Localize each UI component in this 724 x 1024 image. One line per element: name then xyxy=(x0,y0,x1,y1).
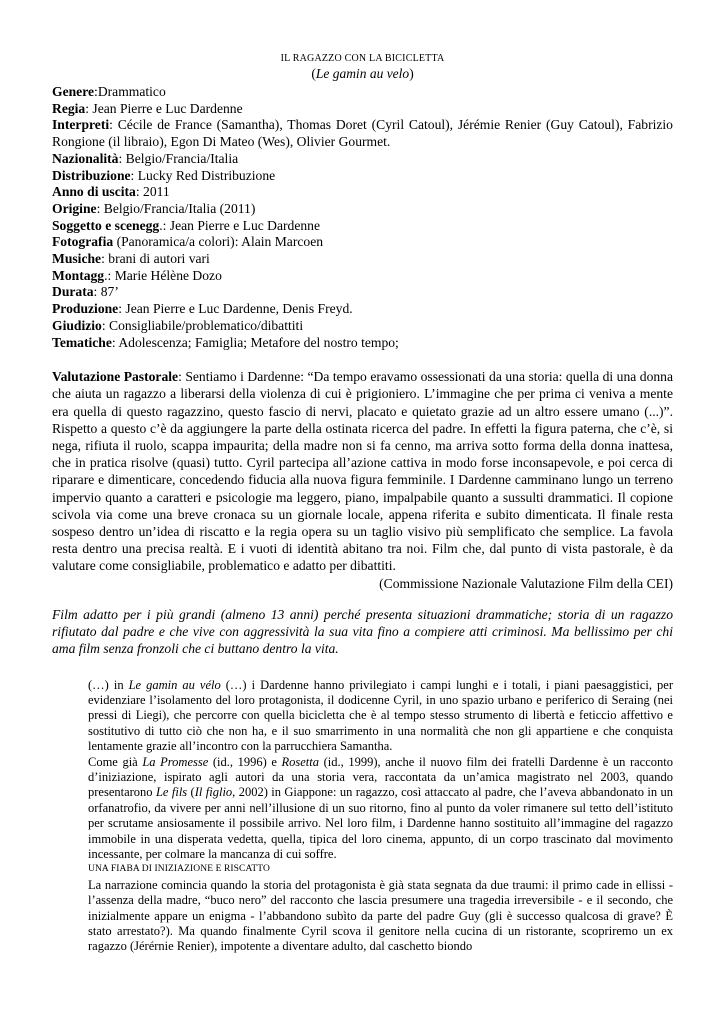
spec-row xyxy=(52,318,673,335)
audience-verdict: Film adatto per i più grandi (almeno 13 anni) perché presenta situazioni drammatiche; storia di un ragazzo rifiutato dal padre e che vive con aggressività la sua vita fino a compiere atti criminosi. Ma bellissimo per chi ama film senza fronzoli che ci buttano dentro la vita. xyxy=(52,606,673,657)
pastoral-source: (Commissione Nazionale Valutazione Film della CEI) xyxy=(379,575,673,591)
pastoral-label: Valutazione Pastorale xyxy=(52,369,179,385)
spec-value: Jean Pierre e Luc Dardenne, Denis Freyd. xyxy=(125,301,353,317)
spec-value: Jean Pierre e Luc Dardenne xyxy=(169,217,321,233)
spec-row xyxy=(52,184,673,201)
spec-value: Adolescenza; Famiglia; Metafore del nostro tempo; xyxy=(118,334,399,350)
text: ( xyxy=(187,785,195,800)
spec-label: Anno di uscita xyxy=(52,184,136,200)
original-title: Le gamin au velo xyxy=(315,66,410,81)
spec-separator: .: xyxy=(104,267,115,283)
spec-row xyxy=(52,268,673,285)
spec-label: Regia xyxy=(52,100,86,116)
spec-label: Fotografia xyxy=(52,234,114,250)
spec-label: Interpreti xyxy=(52,117,110,133)
text: Come già xyxy=(88,754,143,769)
spec-value: Cécile de France (Samantha), Thomas Doret (Cyril Catoul), Jérémie Renier (Guy Catoul), Fabrizio Rongione (il libraio), Egon Di Mateo (Wes), Olivier Gourmet. xyxy=(52,117,673,150)
film-title: Le gamin au vélo xyxy=(128,677,221,692)
spec-value: 2011 xyxy=(143,184,170,200)
spec-label: Durata xyxy=(52,284,94,300)
pastoral-text: : Sentiamo i Dardenne: “Da tempo eravamo ossessionati da una storia: quella di una donna che aiuta un ragazzo a liberarsi della violenza di cui è prigioniero. L’immagine che per prima ci veniva a mente era quella di questo ragazzino, questo fascio di nervi, placato e quietato grazie ad un altro essere umano (...)”. Rispetto a questo c’è da aggiungere la parte della ostinata ricerca del padre. In effetti la figura paterna, che c’è, si nega, rifiuta il ruolo, scappa impaurita; della madre non si fa cenno, ma arriva sotto forma della donna inattesa, che in pratica risolve (quasi) tutto. Cyril partecipa all’azione cattiva in modo forse inconsapevole, e poi cerca di riparare e dimenticare, concedendo fiducia alla nuova figura femminile. I Dardenne camminano lungo un terreno impervio quanto a caratteri e psicologie ma leggero, piano, impalpabile quanto a sussulti drammatici. Il copione scivola via come una breve cronaca su un giornale locale, appena riferita e subito dimenticata. Il finale resta sospeso dentro un’idea di riscatto e la regia opera su un taglio visivo più semplificato che semplice. La favola resta dentro una precisa realtà. E i vuoti di identità abitano tra noi. Film che, dal punto di vista pastorale, è da valutare come consigliabile, problematico e adatto per dibattiti. xyxy=(52,369,673,574)
spec-label: Origine xyxy=(52,200,97,216)
spec-separator: : xyxy=(96,200,104,216)
spec-separator: : xyxy=(101,317,110,333)
spec-row xyxy=(52,284,673,301)
spec-separator: : xyxy=(135,184,144,200)
spec-row xyxy=(52,301,673,318)
article-paragraph: La narrazione comincia quando la storia del protagonista è già stata segnata da due traumi: il primo cade in ellissi - l’assenza della madre, “buco nero” del racconto che lascia presumere una tragedia irreversibile - e il secondo, che inizialmente appare un enigma - l’abbandono subìto da parte del padre Guy (gli è successo qualcosa di grave? È stato arrestato?). Ma quando finalmente Cyril scova il genitore nella cucina di un ristorante, scopriremo un ex ragazzo (Jérérnie Renier), impotente a diventare adulto, dal caschetto biondo xyxy=(88,877,673,954)
spec-label: Tematiche xyxy=(52,334,112,350)
spec-value: (Panoramica/a colori): Alain Marcoen xyxy=(116,234,324,250)
spec-row xyxy=(52,234,673,251)
film-title: Il figlio xyxy=(194,785,233,800)
spec-label: Distribuzione xyxy=(52,167,131,183)
spec-separator: .: xyxy=(159,217,170,233)
spec-row xyxy=(52,151,673,168)
spec-label: Montagg xyxy=(52,267,105,283)
spec-separator: : xyxy=(94,84,98,99)
document-page xyxy=(52,52,673,955)
film-title: La Promesse xyxy=(142,754,209,769)
pastoral-evaluation xyxy=(52,368,673,574)
article-section-heading: UNA FIABA DI INIZIAZIONE E RISCATTO xyxy=(88,864,270,875)
spec-row xyxy=(52,218,673,235)
text: (…) in xyxy=(88,677,129,692)
film-title: Rosetta xyxy=(281,754,319,769)
spec-separator: : xyxy=(109,117,118,133)
spec-label: Soggetto e scenegg xyxy=(52,217,160,233)
article-paragraph xyxy=(88,755,673,863)
text: (…) i Dardenne hanno privilegiato i campi lunghi e i totali, i piani paesaggistici, per evidenziare l’isolamento del loro protagonista, il dodicenne Cyril, in uno spazio urbano e periferico di Seraing (nei pressi di Liegi), che percorre con quella bicicletta che è al tempo stesso strumento di libertà e feticcio affettivo e sostitutivo di tutto ciò che non ha, e il suo smarrimento in una normalità che non gli appartiene e che conquista lentamente grazie all’incontro con la parrucchiera Samantha. xyxy=(88,677,673,754)
spec-value: Jean Pierre e Luc Dardenne xyxy=(92,100,243,116)
spec-value: Belgio/Francia/Italia (2011) xyxy=(103,200,256,216)
spec-label: Musiche xyxy=(52,251,102,267)
spec-separator: : xyxy=(111,334,119,350)
spec-separator: : xyxy=(93,284,101,300)
spec-value: Lucky Red Distribuzione xyxy=(137,167,276,183)
spec-separator: : xyxy=(118,301,126,317)
spec-label: Nazionalità xyxy=(52,150,119,166)
spec-row xyxy=(52,251,673,268)
spec-row xyxy=(52,201,673,218)
spec-value: Belgio/Francia/Italia xyxy=(125,150,239,166)
review-article xyxy=(88,678,673,955)
document-subtitle: (Le gamin au velo) xyxy=(311,66,414,81)
spec-value: Consigliabile/problematico/dibattiti xyxy=(109,317,304,333)
spec-separator: : xyxy=(85,100,93,116)
spec-separator: : xyxy=(130,167,138,183)
text: (id., 1996) e xyxy=(208,754,282,769)
spec-row xyxy=(52,101,673,118)
spec-separator: : xyxy=(101,251,109,267)
spec-value: brani di autori vari xyxy=(108,251,210,267)
spec-separator: : xyxy=(118,150,126,166)
spec-value: 87’ xyxy=(100,284,119,300)
text: , 2002) in Giappone: un ragazzo, così attaccato al padre, che l’aveva abbandonato in un orfanatrofio, da vivere per anni nell’illusione di un suo ritorno, fino al punto da voler rimanere sul tetto dell’istituto per scrutame ansiosamente il possibile arrivo. Nel loro film, i Dardenne hanno sostituito all’immagine del ragazzo immobile in una disperata vedetta, quella, tipica del loro cinema, appunto, di un corpo trascinato dal movimento incessante, per colmare la mancanza di cui soffre. xyxy=(88,785,673,861)
spec-label: Genere xyxy=(52,84,95,99)
spec-row xyxy=(52,335,673,352)
spec-label: Produzione xyxy=(52,301,119,317)
spec-row xyxy=(52,84,673,101)
film-title: Le fils xyxy=(155,785,188,800)
spec-row xyxy=(52,117,673,150)
film-specs xyxy=(52,84,673,351)
text: (id., 1999), anche il nuovo film dei fratelli Dardenne è un racconto d’iniziazione, ispirato agli autori da una storia vera, raccontata da un’amica magistrato nel 2003, quando presentarono xyxy=(88,754,673,800)
spec-label: Giudizio xyxy=(52,317,102,333)
document-title: IL RAGAZZO CON LA BICICLETTA xyxy=(280,53,445,64)
spec-value: Drammatico xyxy=(97,84,166,99)
spec-row xyxy=(52,168,673,185)
spec-value: Marie Hélène Dozo xyxy=(114,267,222,283)
article-paragraph xyxy=(88,678,673,755)
